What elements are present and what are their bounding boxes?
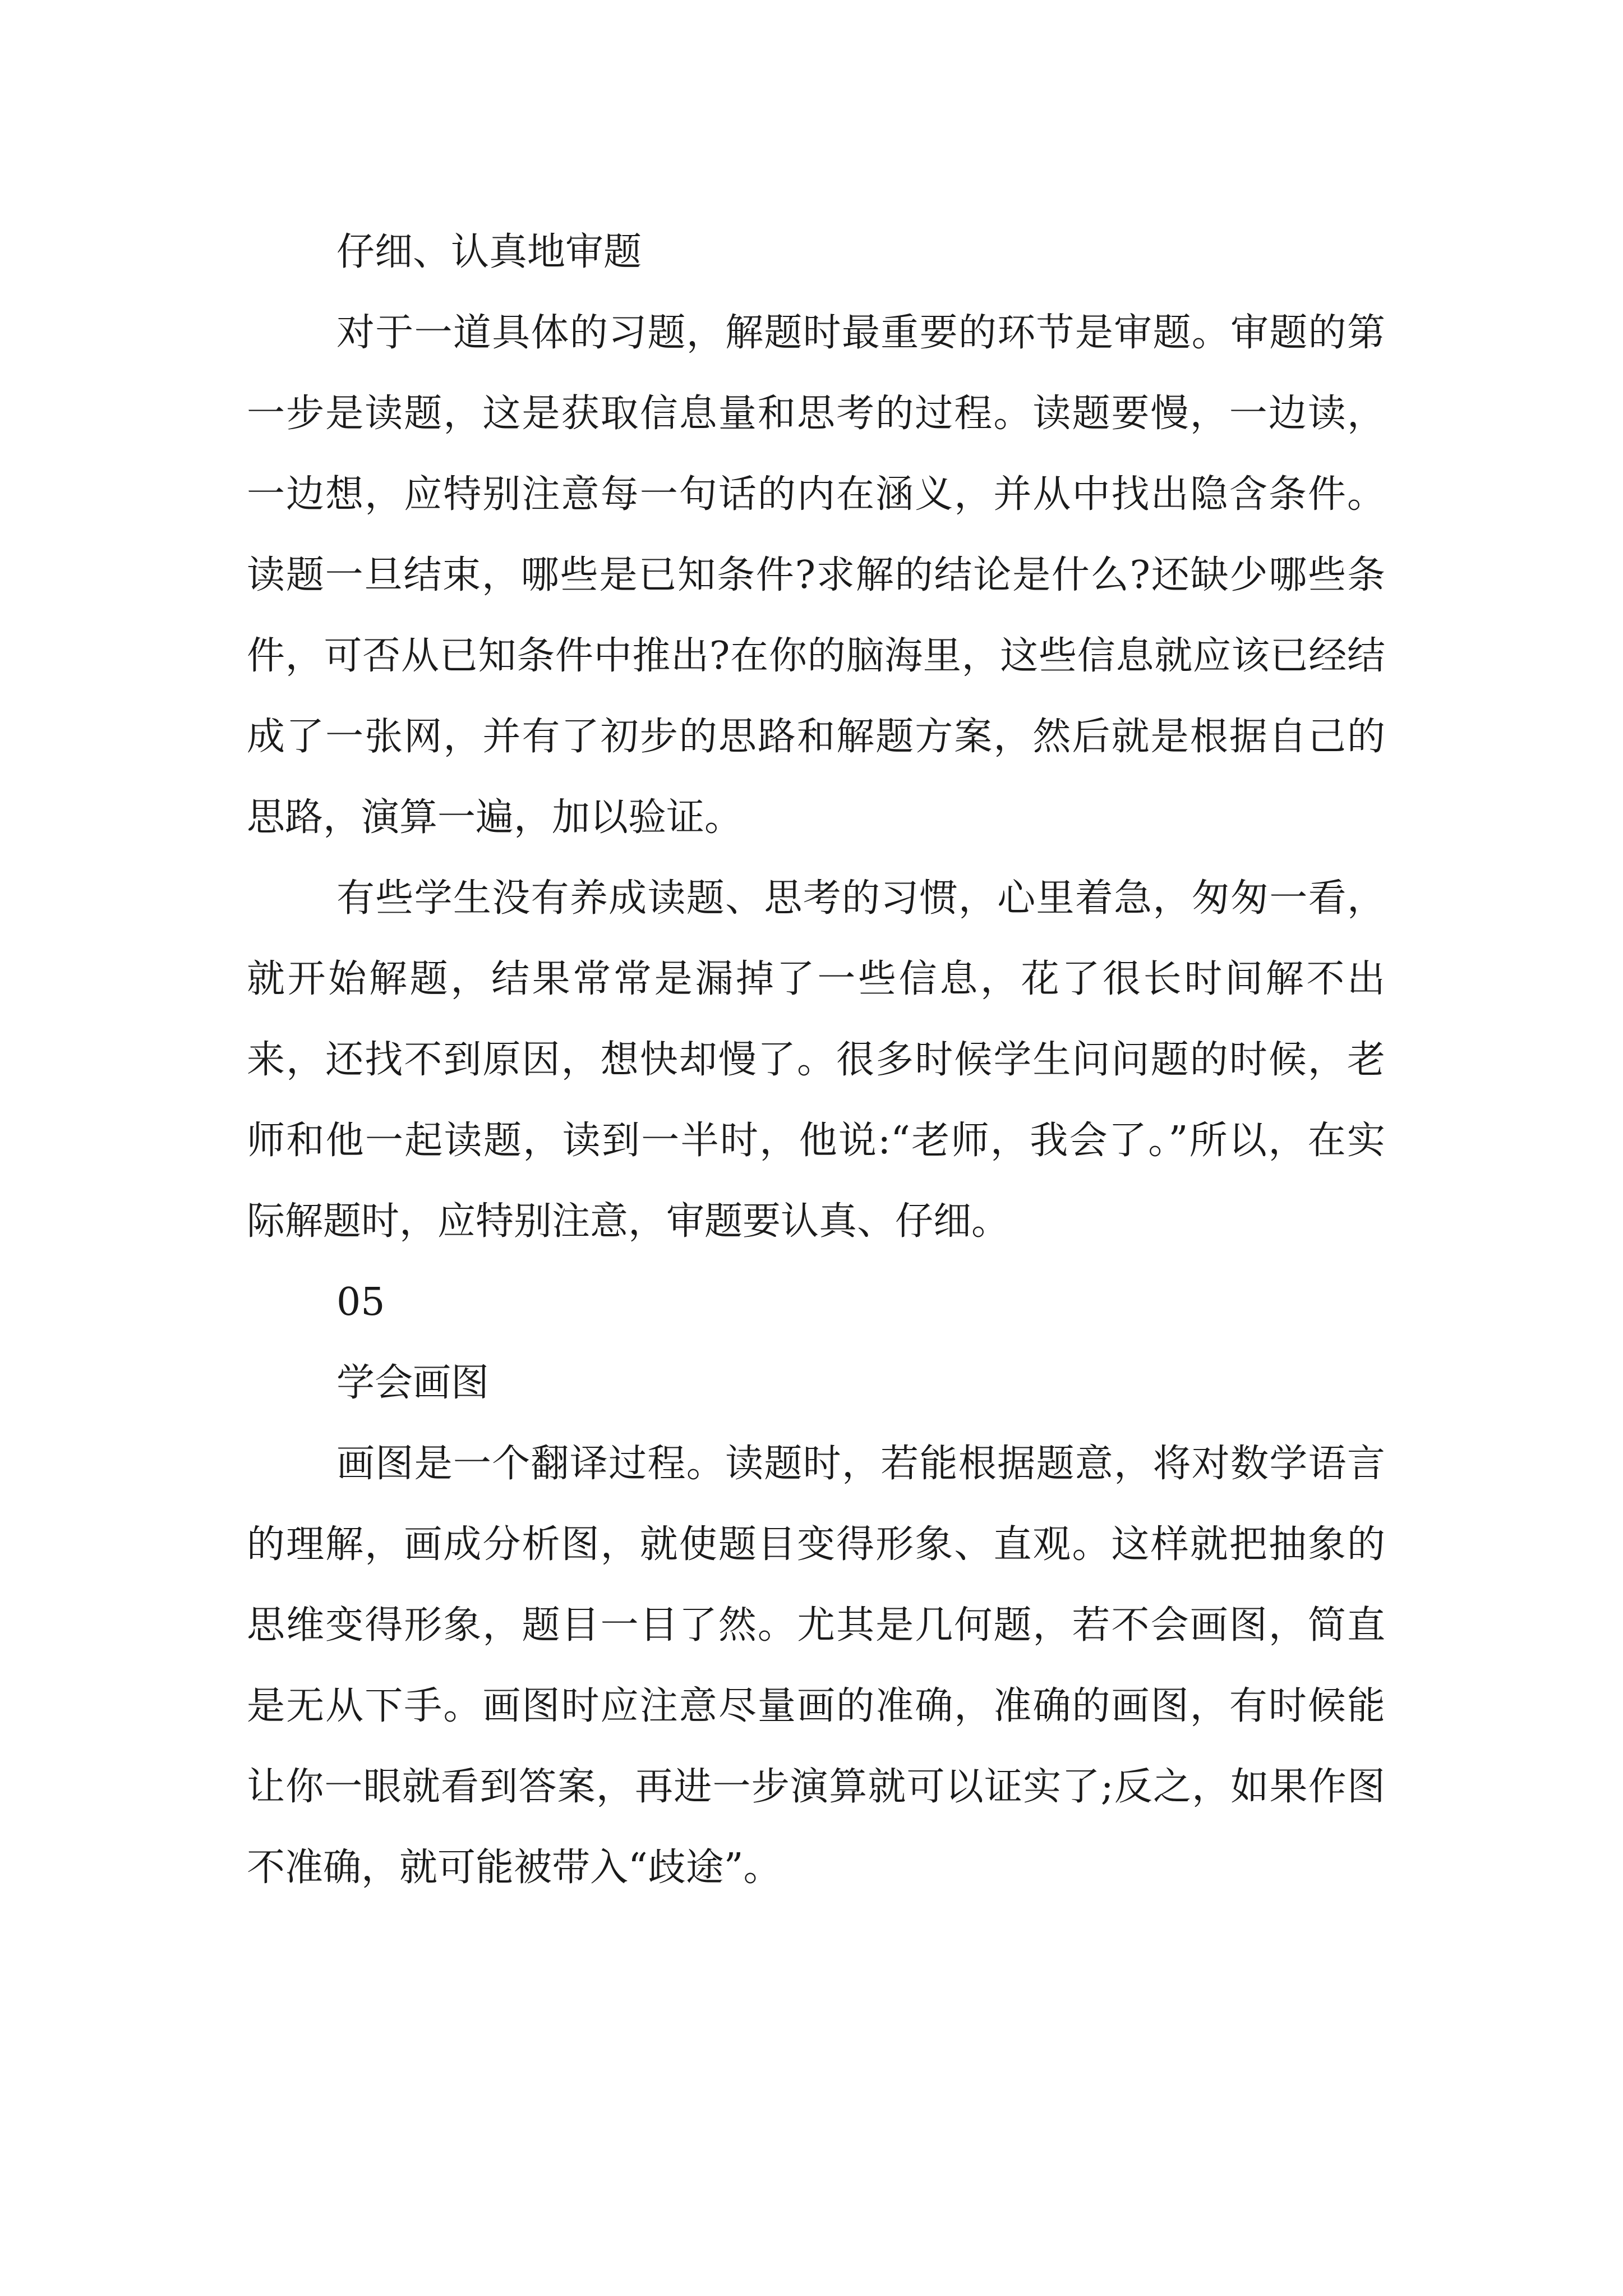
paragraph: 画图是一个翻译过程。读题时，若能根据题意，将对数学语言的理解，画成分析图，就使题目变得形象、直观。这样就把抽象的思维变得形象，题目一目了然。尤其是几何题，若不会画图，简直是无从下手。画图时应注意尽量画的准确，准确的画图，有时候能让你一眼就看到答案，再进一步演算就可以证实了;反之，如果作图不准确，就可能被带入“歧途”。: [247, 1442, 1385, 1890]
paragraph: 有些学生没有养成读题、思考的习惯，心里着急，匆匆一看，就开始解题，结果常常是漏掉了一些信息，花了很长时间解不出来，还找不到原因，想快却慢了。很多时候学生问问题的时候，老师和他一起读题，读到一半时，他说:“老师，我会了。”所以，在实际解题时，应特别注意，审题要认真、仔细。: [247, 876, 1385, 1244]
section-heading: 学会画图: [336, 1361, 490, 1405]
section-number: 05: [336, 1280, 385, 1324]
document-body: [247, 212, 1385, 1908]
section-heading: 仔细、认真地审题: [336, 230, 642, 274]
paragraph: 对于一道具体的习题，解题时最重要的环节是审题。审题的第一步是读题，这是获取信息量和思考的过程。读题要慢，一边读，一边想，应特别注意每一句话的内在涵义，并从中找出隐含条件。读题一旦结束，哪些是已知条件?求解的结论是什么?还缺少哪些条件，可否从已知条件中推出?在你的脑海里，这些信息就应该已经结成了一张网，并有了初步的思路和解题方案，然后就是根据自己的思路，演算一遍，加以验证。: [247, 311, 1385, 840]
